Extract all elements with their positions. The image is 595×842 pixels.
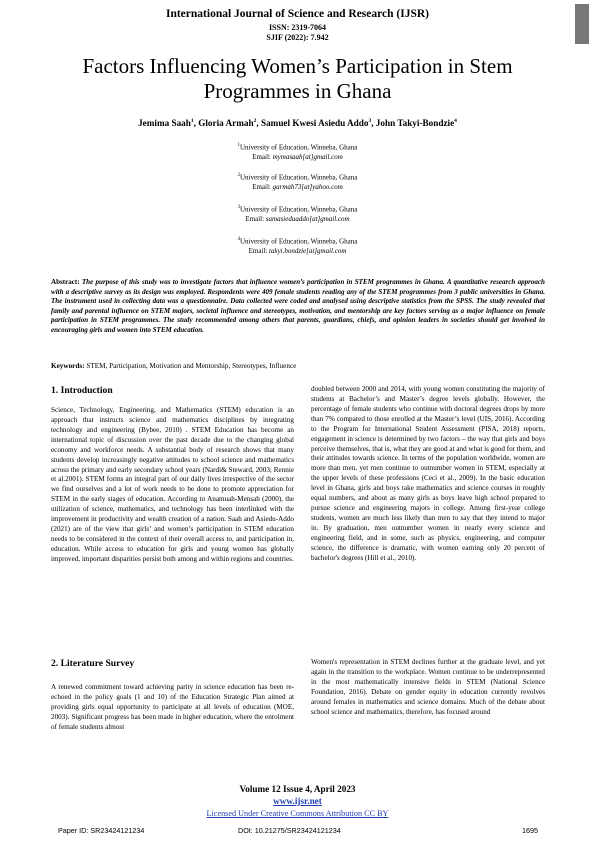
section-heading-literature-survey: 2. Literature Survey xyxy=(51,658,135,669)
section-heading-introduction: 1. Introduction xyxy=(51,385,113,396)
affiliation-sup: 2 xyxy=(237,173,240,178)
right-column-text-1 xyxy=(311,385,545,564)
sjif: SJIF (2022): 7.942 xyxy=(266,33,329,42)
author-sup: 2 xyxy=(253,118,257,124)
affiliation-sup: 1 xyxy=(237,143,240,148)
affiliation-inst: University of Education, Winneba, Ghana xyxy=(240,173,358,182)
keywords-text: STEM, Participation, Motivation and Mentorship, Stereotypes, Influence xyxy=(86,362,297,370)
affiliation-sup: 4 xyxy=(237,237,240,242)
paragraph: A renewed commitment toward achieving parity in science education has been re-echoed in the policy goals (1 and 10) of the Education Strategic Plan aimed at providing girls equal opportunity to participate at all levels of education (MOE, 2003). Significant progress has been made in higher education, where the enrolment of female students almost xyxy=(51,683,294,731)
author-name: Gloria Armah xyxy=(198,118,254,129)
abstract xyxy=(51,278,545,336)
keywords-label: Keywords: xyxy=(51,362,87,370)
introduction-text xyxy=(51,406,294,565)
issn: ISSN: 2319-7064 xyxy=(268,23,327,32)
abstract-text: The purpose of this study was to investigate factors that influence women’s participation in STEM programmes in Ghana. A quantitative research approach with a descriptive survey as its design was employed. Respondents were 409 female students reading any of the STEM programmes from 3 public universities in Ghana. The instrument used in collecting data was a questionnaire. Data collected were coded and analysed using descriptive statistics from the SPSS. The study revealed that family and parental influence on STEM majors, societal influence and stereotypes, motivation, and mentorship are key factors serving as a major influence on female participation in STEM programmes. The study recommended among others that parents, guardians, chiefs, and opinion leaders in societies should get involved in encouraging girls and women into STEM education. xyxy=(51,278,545,334)
email-label: Email: xyxy=(245,214,266,223)
author-name: Jemima Saah xyxy=(138,118,191,129)
journal-name: International Journal of Science and Research (IJSR) xyxy=(165,8,429,20)
email-label: Email: xyxy=(248,246,270,255)
author-sup: 3 xyxy=(368,118,372,124)
author-sep: , xyxy=(193,118,199,129)
email-address: takyi.bondzie[at]gmail.com xyxy=(269,246,347,255)
affiliation-sup: 3 xyxy=(237,205,240,210)
abstract-label: Abstract: xyxy=(51,278,82,286)
literature-survey-text xyxy=(51,683,294,733)
affiliation xyxy=(150,171,445,192)
author-sup: 4 xyxy=(454,118,457,124)
paper-title: Factors Influencing Women’s Participation in Stem Programmes in Ghana xyxy=(82,54,513,103)
affiliation xyxy=(150,141,445,162)
paragraph: Science, Technology, Engineering, and Mathematics (STEM) education is an approach that instructs science and mathematics disciplines by integrating technology and engineering (Bybee, 2010) . STEM Education has become an international topic of discussion over the past decade due to the changing global economy and workforce needs. A substantial body of research shows that many students develop increasingly negative attitudes to school science and mathematics across the primary and early secondary school years (Nardi& Steward, 2003; Rennie et al.2001). STEM forms an integral part of our daily lives irrespective of the sector we find ourselves and a lot of work needs to be done to promote appreciation for STEM in the early stages of education. According to Anamuah-Mensah (2000), the utilization of science, mathematics, and technology has been interlinked with the improvement in productivity and wealth creation of a nation. Saah and Asiedu-Addo (2021) are of the view that girls’ and women’s participation in STEM education needs to be considered in the context of their overall access to, and participation in, education. While access to education for girls and young women has globally improved, important disparities persist both among and within regions and countries. xyxy=(51,406,294,563)
author-sep: , xyxy=(256,118,261,129)
affiliation xyxy=(150,203,445,224)
affiliation xyxy=(150,235,445,256)
author-sup: 1 xyxy=(190,118,194,124)
email-label: Email: xyxy=(252,182,273,191)
author-name: Samuel Kwesi Asiedu Addo xyxy=(260,118,369,129)
volume-issue: Volume 12 Issue 4, April 2023 xyxy=(239,784,356,794)
page-number: 1695 xyxy=(522,826,538,835)
email-address: garmah73[at]yahoo.com xyxy=(272,182,343,191)
keywords xyxy=(51,362,545,370)
email-address: samasieduaddo[at]gmail.com xyxy=(265,214,350,223)
author-sep: , xyxy=(371,118,376,129)
right-column-text-2 xyxy=(311,658,545,718)
author-name: John Takyi-Bondzie xyxy=(375,118,455,129)
journal-website-link[interactable]: www.ijsr.net xyxy=(273,796,322,806)
author-list xyxy=(20,118,575,128)
affiliation-inst: University of Education, Winneba, Ghana xyxy=(240,237,358,246)
paragraph: Women's representation in STEM declines further at the graduate level, and yet again in the transition to the workplace. Women continue to be underrepresented in the most mathematically intensive fields in STEM (National Science Foundation, 2016). Debate on gender equity in education currently revolves around females in mathematics and science domains. Much of the debate about school science and mathematics, therefore, has focused around xyxy=(311,658,545,716)
email-address: mymasaah[at]gmail.com xyxy=(272,152,343,161)
paragraph: doubled between 2000 and 2014, with young women constituting the majority of students at Bachelor’s and Master’s degree levels globally. However, the percentage of female students who continue with doctoral degrees drops by more than 7% compared to those enrolled at the Master’s level (UIS, 2016). According to the Program for International Student Assessment (PISA, 2018) reports, engagement in science is determined by two factors – the way that girls and boys perceive themselves, that is, what they are good at and what is good for them, and their attitudes towards science. In terms of the population worldwide, women are more than men, yet men continue to outnumber women in STEM, especially at the upper levels of these professions (Ceci et al., 2009). In the basic education level in Ghana, girls and boys take mathematics and science courses in roughly equal numbers, and about as many girls as boys leave high school prepared to pursue science and engineering majors in college. Among first-year college students, women are much less likely than men to say that they intend to major in. By graduation, men outnumber women in nearly every science and engineering field, and in some, such as physics, engineering, and computer science, the difference is dramatic, with women earning only 20 percent of bachelor's degrees (Hill et al., 2010). xyxy=(311,385,545,562)
email-label: Email: xyxy=(252,152,273,161)
license-link[interactable]: Licensed Under Creative Commons Attribution CC BY xyxy=(206,809,389,818)
affiliation-inst: University of Education, Winneba, Ghana xyxy=(240,205,358,214)
doi: DOI: 10.21275/SR23424121234 xyxy=(238,826,341,835)
affiliation-inst: University of Education, Winneba, Ghana xyxy=(240,143,358,152)
paper-id: Paper ID: SR23424121234 xyxy=(58,826,145,835)
